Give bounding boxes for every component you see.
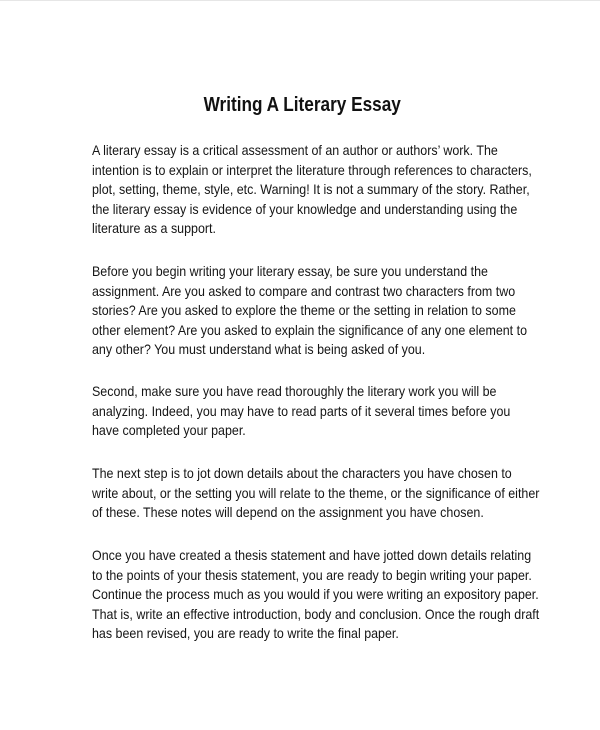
paragraph-line: Continue the process much as you would if you were writing an expository paper. xyxy=(92,586,539,602)
paragraph-line: stories? Are you asked to explore the theme or the setting in relation to some xyxy=(92,302,516,318)
paragraph-line: have completed your paper. xyxy=(92,422,246,438)
paragraph-intro xyxy=(92,141,532,239)
paragraph-line: other element? Are you asked to explain the significance of any one element to xyxy=(92,321,528,338)
paragraph-line: That is, write an effective introduction, body and conclusion. Once the rough draft xyxy=(92,605,540,622)
paragraph-line: the literary essay is evidence of your knowledge and understanding using the xyxy=(92,200,518,217)
paragraph-line: Second, make sure you have read thoroughly the literary work you will be xyxy=(92,383,497,399)
paragraph-line: any other? You must understand what is being asked of you. xyxy=(92,341,426,357)
paragraph-line: assignment. Are you asked to compare and contrast two characters from two xyxy=(92,282,516,299)
document-title: Writing A Literary Essay xyxy=(203,94,401,116)
paragraph-line: write about, or the setting you will relate to the theme, or the significance of either xyxy=(92,484,540,501)
paragraph-line: Before you begin writing your literary essay, be sure you understand the xyxy=(92,263,488,279)
paragraph-line: The next step is to jot down details about the characters you have chosen to xyxy=(92,465,512,481)
paragraph-line: plot, setting, theme, style, etc. Warning! It is not a summary of the story. Rather, xyxy=(92,181,530,197)
paragraph-line: Once you have created a thesis statement and have jotted down details relating xyxy=(92,547,532,563)
paragraph-second xyxy=(92,382,510,441)
paragraph-line: intention is to explain or interpret the literature through references to characters, xyxy=(92,161,532,178)
paragraph-line: has been revised, you are ready to write the final paper. xyxy=(92,625,399,641)
paragraph-thesis xyxy=(92,546,540,644)
paragraph-next-step xyxy=(92,464,540,523)
paragraph-line: analyzing. Indeed, you may have to read parts of it several times before you xyxy=(92,402,511,419)
paragraph-line: of these. These notes will depend on the assignment you have chosen. xyxy=(92,504,484,520)
paragraph-line: to the points of your thesis statement, you are ready to begin writing your paper. xyxy=(92,566,532,583)
paragraph-before-you-begin xyxy=(92,262,528,360)
paragraph-line: literature as a support. xyxy=(92,220,216,236)
paragraph-line: A literary essay is a critical assessment of an author or authors’ work. The xyxy=(92,142,498,158)
